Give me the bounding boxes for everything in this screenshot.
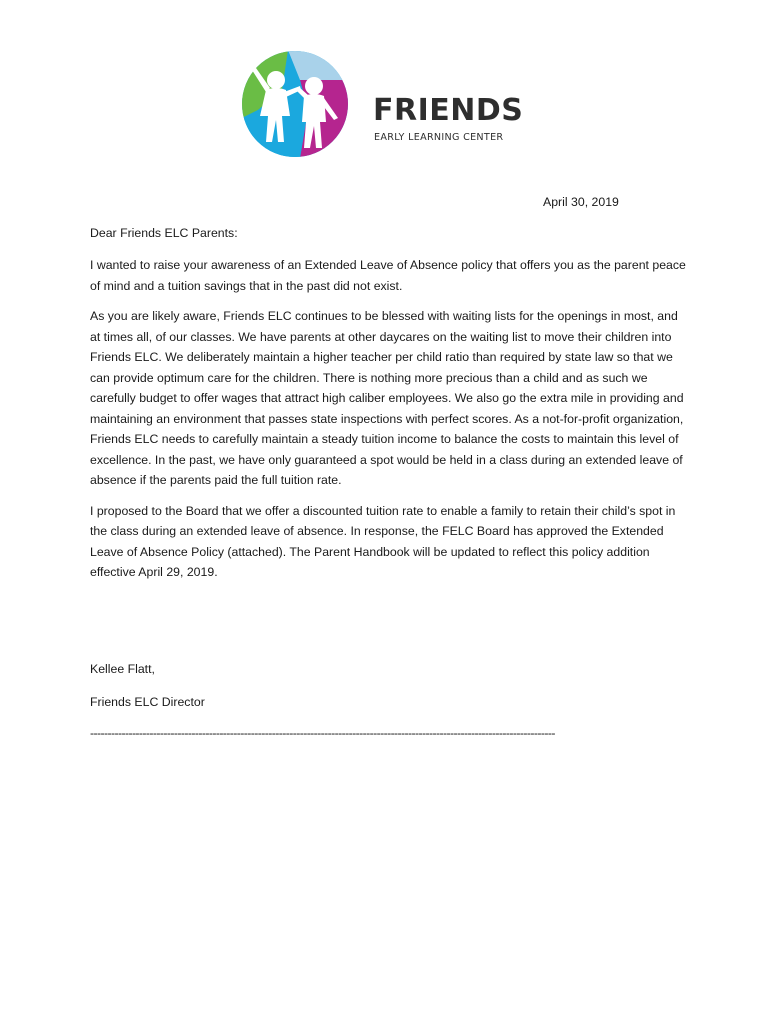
- letter-paragraph: I wanted to raise your awareness of an Extended Leave of Absence policy that offers you as the parent peace of mind and a tuition savings that in the past did not exist.: [90, 258, 686, 293]
- friends-logo-icon: [238, 50, 352, 158]
- letter-date: April 30, 2019: [543, 195, 619, 209]
- letter-paragraph: As you are likely aware, Friends ELC continues to be blessed with waiting lists for the openings in most, and at times all, of our classes. We have parents at other daycares on the waiting list to move their children into Friends ELC. We deliberately maintain a higher teacher per child ratio than required by state law so that we can provide optimum care for the children. There is nothing more precious than a child and as such we carefully budget to offer wages that attract high caliber employees. We also go the extra mile in providing and maintaining an environment that passes state inspections with perfect scores. As a not-for-profit organization, Friends ELC needs to carefully maintain a steady tuition income to balance the costs to maintain this level of excellence. In the past, we have only guaranteed a spot would be held in a class during an extended leave of absence if the parents paid the full tuition rate.: [90, 309, 684, 487]
- divider-line: -------------------------------------------------------------------------------------------------------------------------------------: [90, 725, 555, 740]
- letter-paragraph: I proposed to the Board that we offer a discounted tuition rate to enable a family to retain their child’s spot in the class during an extended leave of absence. In response, the FELC Board has approved the Extended Leave of Absence Policy (attached). The Parent Handbook will be updated to reflect this policy addition effective April 29, 2019.: [90, 503, 676, 579]
- logo-name: FRIENDS: [373, 93, 524, 128]
- letter-salutation: Dear Friends ELC Parents:: [90, 225, 238, 240]
- letter-body: [90, 192, 690, 743]
- spacer: [90, 593, 690, 659]
- signature-name: Kellee Flatt,: [90, 661, 155, 676]
- friends-elc-logo: [238, 50, 528, 160]
- signature-title: Friends ELC Director: [90, 695, 205, 709]
- logo-subtitle: EARLY LEARNING CENTER: [374, 132, 504, 143]
